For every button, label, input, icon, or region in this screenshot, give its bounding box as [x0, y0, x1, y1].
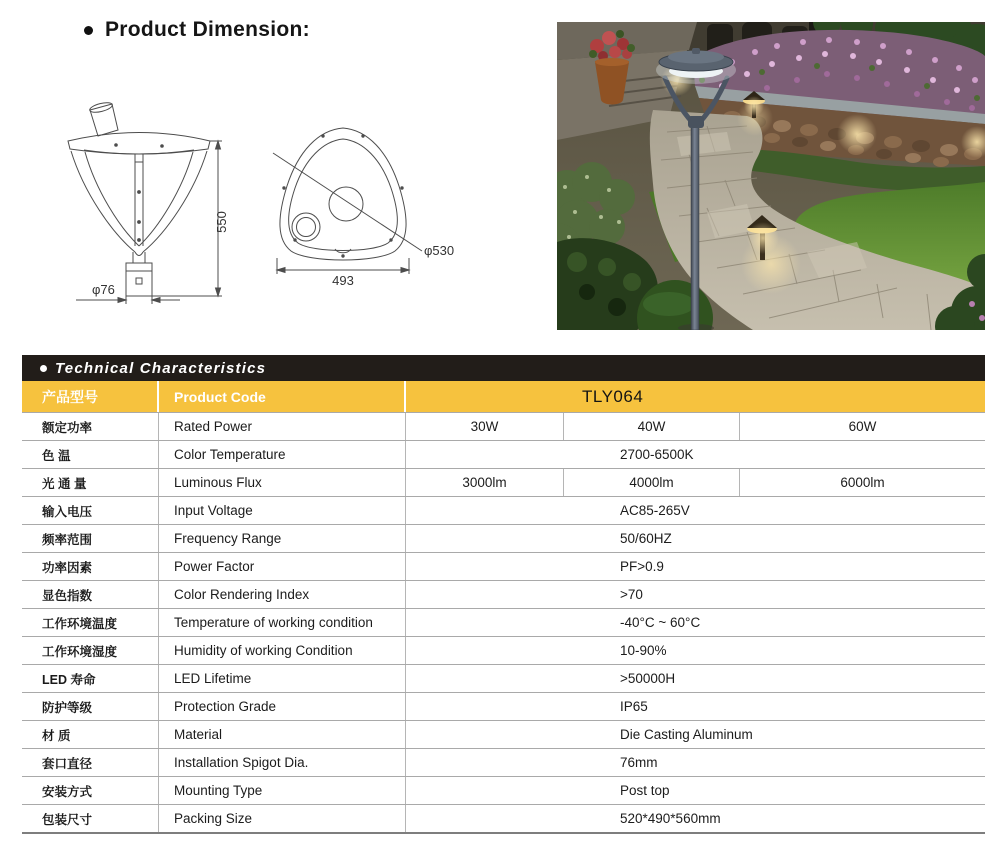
table-title: Technical Characteristics [55, 359, 267, 377]
row-value: Post top [620, 783, 670, 798]
row-label-cn: 功率因素 [22, 553, 159, 580]
row-label-en: Protection Grade [159, 693, 406, 720]
section-heading-label: Product Dimension: [105, 18, 310, 41]
table-row [22, 692, 985, 720]
row-label-en: Packing Size [159, 805, 406, 832]
table-row [22, 748, 985, 776]
garden-scene [557, 22, 985, 330]
row-value: -40°C ~ 60°C [620, 615, 701, 630]
header-en: Product Code [159, 381, 406, 412]
row-value: IP65 [620, 699, 648, 714]
table-row [22, 552, 985, 580]
row-label-cn: 防护等级 [22, 693, 159, 720]
table-title-bar [22, 355, 985, 381]
row-label-cn: LED 寿命 [22, 665, 159, 692]
row-value: 3000lm [462, 475, 507, 490]
row-value: 4000lm [563, 469, 739, 496]
table-row [22, 804, 985, 832]
row-label-en: Color Rendering Index [159, 581, 406, 608]
table-row [22, 664, 985, 692]
row-label-en: Power Factor [159, 553, 406, 580]
row-label-cn: 套口直径 [22, 749, 159, 776]
row-label-en: Mounting Type [159, 777, 406, 804]
row-label-cn: 光 通 量 [22, 469, 159, 496]
side-view-drawing [68, 101, 222, 304]
dimension-drawings [40, 88, 540, 333]
row-label-en: Installation Spigot Dia. [159, 749, 406, 776]
row-label-cn: 频率范围 [22, 525, 159, 552]
product-code-value: TLY064 [582, 386, 644, 406]
row-value: PF>0.9 [620, 559, 664, 574]
row-label-en: Material [159, 721, 406, 748]
table-row [22, 412, 985, 440]
table-row [22, 608, 985, 636]
table-row [22, 776, 985, 804]
row-label-en: Humidity of working Condition [159, 637, 406, 664]
row-label-en: Frequency Range [159, 525, 406, 552]
bullet-icon [84, 26, 93, 35]
product-photo [557, 22, 985, 330]
table-row [22, 636, 985, 664]
row-value: AC85-265V [620, 503, 690, 518]
table-row [22, 468, 985, 496]
row-label-cn: 工作环境湿度 [22, 637, 159, 664]
row-label-en: Rated Power [159, 413, 406, 440]
row-label-cn: 材 质 [22, 721, 159, 748]
row-label-cn: 包装尺寸 [22, 805, 159, 832]
row-label-en: Luminous Flux [159, 469, 406, 496]
side-height-dimension: 550 [214, 211, 229, 233]
section-heading [84, 18, 310, 42]
row-label-en: Input Voltage [159, 497, 406, 524]
table-header-row [22, 381, 985, 412]
row-label-en: LED Lifetime [159, 665, 406, 692]
row-label-cn: 色 温 [22, 441, 159, 468]
row-value: Die Casting Aluminum [620, 727, 753, 742]
row-label-cn: 安装方式 [22, 777, 159, 804]
spec-table [22, 355, 985, 834]
table-row [22, 496, 985, 524]
table-row [22, 720, 985, 748]
row-value: 10-90% [620, 643, 667, 658]
row-value: 520*490*560mm [620, 811, 721, 826]
row-label-cn: 显色指数 [22, 581, 159, 608]
table-row [22, 440, 985, 468]
header-cn: 产品型号 [22, 381, 159, 412]
row-value: 60W [739, 413, 985, 440]
spigot-diameter-dimension: φ76 [92, 282, 115, 297]
table-row [22, 580, 985, 608]
row-value: >50000H [620, 671, 676, 686]
row-value: 50/60HZ [620, 531, 672, 546]
row-value: 76mm [620, 755, 658, 770]
table-row [22, 524, 985, 552]
row-value: 2700-6500K [620, 447, 694, 462]
bullet-icon [40, 365, 47, 372]
top-view-drawing [273, 128, 422, 274]
row-label-cn: 输入电压 [22, 497, 159, 524]
top-width-dimension: 493 [332, 273, 354, 288]
row-value: 6000lm [739, 469, 985, 496]
row-value: 40W [563, 413, 739, 440]
row-value: 30W [470, 419, 499, 434]
row-value: >70 [620, 587, 643, 602]
row-label-en: Color Temperature [159, 441, 406, 468]
row-label-cn: 额定功率 [22, 413, 159, 440]
row-label-cn: 工作环境温度 [22, 609, 159, 636]
top-diameter-dimension: φ530 [424, 243, 455, 258]
row-label-en: Temperature of working condition [159, 609, 406, 636]
